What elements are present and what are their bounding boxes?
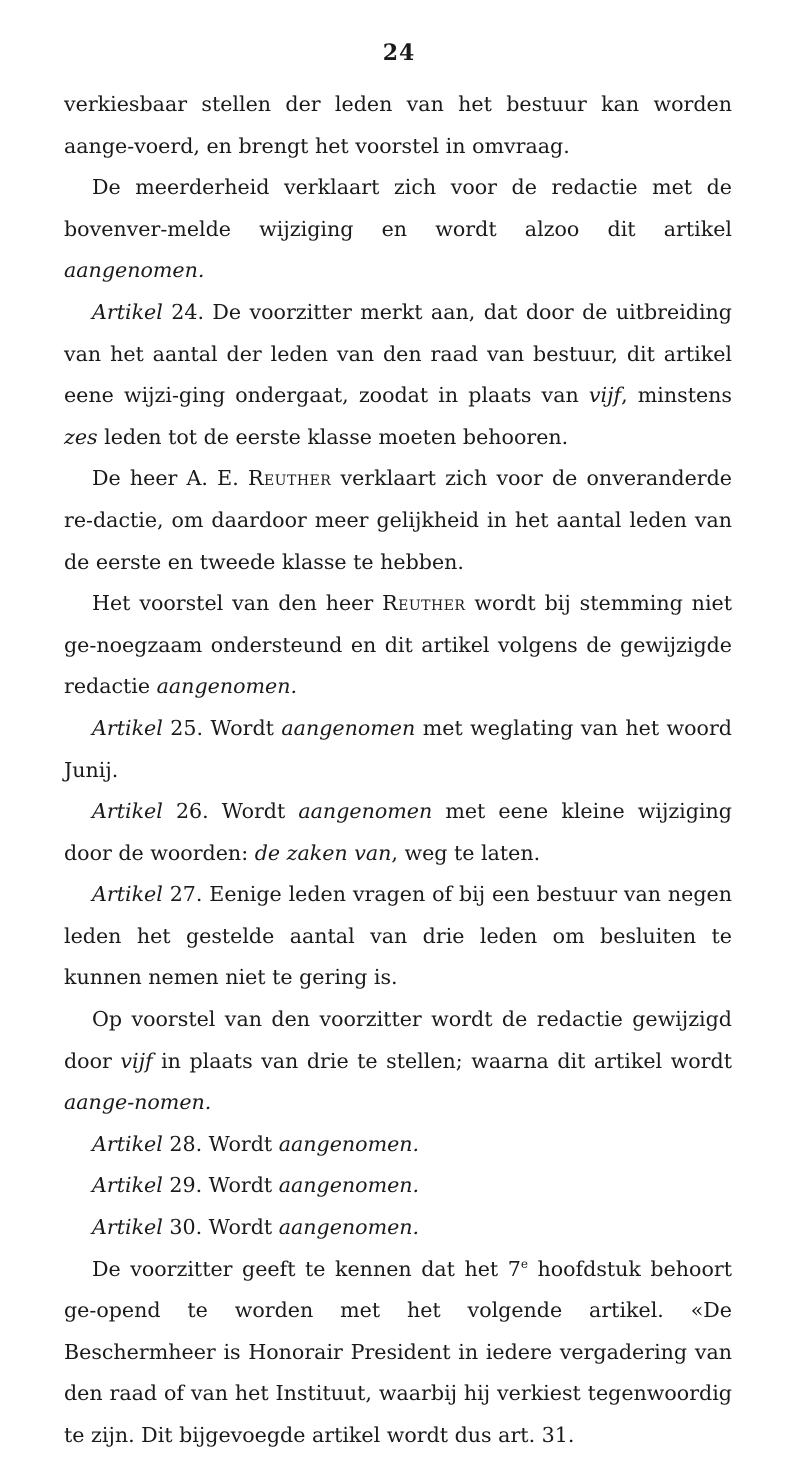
text-run: De heer A. E. <box>92 466 248 491</box>
text-run: 26. Wordt <box>162 799 299 824</box>
page-number: 24 <box>382 40 416 66</box>
text-run: aangenomen <box>298 799 433 824</box>
text-run: vijf <box>588 383 622 408</box>
text-run: de zaken van <box>254 840 392 865</box>
text-run: 28. Wordt <box>162 1131 279 1156</box>
text-run: zes <box>64 424 98 449</box>
text-run: Artikel <box>92 882 163 907</box>
text-run: Artikel <box>92 799 163 824</box>
text-run: Artikel <box>92 1131 163 1156</box>
paragraph-13-hoofdstuk-7 <box>64 1249 732 1457</box>
paragraph-12-artikel-30 <box>64 1207 732 1249</box>
paragraph-5-voorstel <box>64 583 732 708</box>
text-run: 29. Wordt <box>162 1173 279 1198</box>
text-run: Reuther <box>382 591 466 616</box>
text-run: , minstens <box>621 383 732 408</box>
paragraph-2 <box>64 167 732 292</box>
paragraph-3-artikel-24 <box>64 292 732 458</box>
paragraph-7-artikel-26 <box>64 791 732 874</box>
text-run: , weg te laten. <box>391 840 541 865</box>
text-run: leden tot de eerste klasse moeten behooren. <box>97 424 569 449</box>
text-run: De voorzitter geeft te kennen dat het 7 <box>92 1256 521 1281</box>
text-run: De meerderheid verklaart zich voor de redactie met de bovenver-melde wijziging en wordt alzoo dit artikel <box>64 175 732 241</box>
paragraph-4-reuther <box>64 458 732 583</box>
text-run: verklaart zich voor de onveranderde re-dactie, om daardoor meer gelijkheid in het aantal leden van de eerste en tweede klasse te hebben. <box>64 466 732 574</box>
text-run: met eene kleine wijziging door de woorden: <box>64 799 732 865</box>
text-run: aangenomen. <box>278 1131 420 1156</box>
paragraph-1 <box>64 84 732 167</box>
text-run: in plaats van drie te stellen; waarna dit artikel wordt <box>152 1048 732 1073</box>
text-run: Reuther <box>247 466 332 491</box>
text-run: aangenomen. <box>156 674 298 699</box>
text-run: aangenomen. <box>278 1215 420 1240</box>
paragraph-9-voorstel-voorzitter <box>64 999 732 1124</box>
paragraph-8-artikel-27 <box>64 874 732 999</box>
text-run: aange-nomen. <box>64 1090 212 1115</box>
text-run: met weglating van het woord Junij. <box>64 715 732 782</box>
text-run: Artikel <box>92 1215 163 1240</box>
text-run: 25. Wordt <box>162 715 282 740</box>
paragraph-6-artikel-25 <box>64 708 732 791</box>
page-body-text <box>64 84 732 1457</box>
text-run: aangenomen <box>281 715 416 740</box>
text-run: hoofdstuk behoort ge-opend te worden met het volgende artikel. «De Beschermheer is Honorair President in iedere vergadering van den raad of van het Instituut, waarbij hij verkiest tegenwoordig te zijn. Dit bijgevoegde artikel wordt dus art. 31. <box>64 1256 732 1447</box>
text-run: Artikel <box>92 715 163 740</box>
text-run: wordt bij stemming niet ge-noegzaam ondersteund en dit artikel volgens de gewijzigde redactie <box>64 591 732 699</box>
text-run: vijf <box>120 1048 153 1073</box>
paragraph-11-artikel-29 <box>64 1165 732 1207</box>
text-run: 27. Eenige leden vragen of bij een bestuur van negen leden het gestelde aantal van drie leden om besluiten te kunnen nemen niet te gering is. <box>64 882 732 990</box>
text-run: Artikel <box>92 1173 163 1198</box>
text-run: e <box>520 1256 528 1271</box>
text-run: aangenomen. <box>64 258 205 283</box>
text-run: 30. Wordt <box>162 1215 279 1240</box>
text-run: aangenomen. <box>278 1173 420 1198</box>
text-run: 24. De voorzitter merkt aan, dat door de uitbreiding van het aantal der leden van den raad van bestuur, dit artikel eene wijzi-ging ondergaat, zoodat in plaats van <box>64 299 732 408</box>
paragraph-10-artikel-28 <box>64 1124 732 1166</box>
text-run: Op voorstel van den voorzitter wordt de redactie gewijzigd door <box>64 1007 732 1073</box>
text-run: Het voorstel van den heer <box>92 591 383 616</box>
text-run: verkiesbaar stellen der leden van het bestuur kan worden aange-voerd, en brengt het voorstel in omvraag. <box>64 92 732 158</box>
text-run: Artikel <box>92 299 163 324</box>
